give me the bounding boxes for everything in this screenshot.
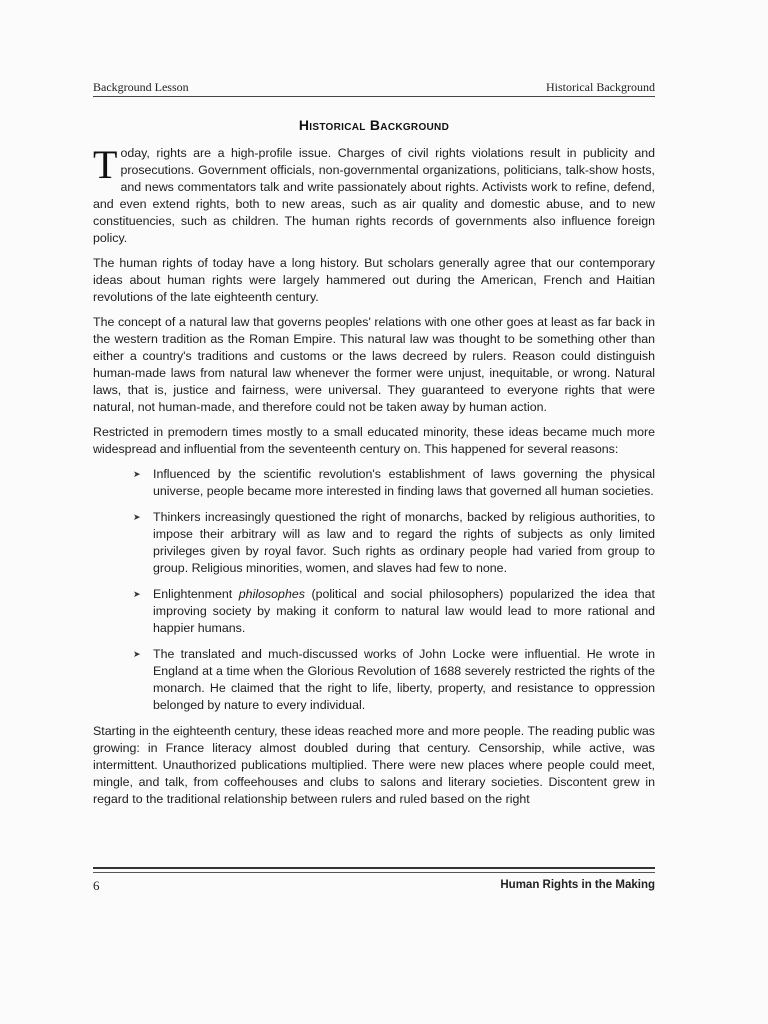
page-number: 6 — [93, 878, 100, 893]
paragraph-eighteenth-century: Starting in the eighteenth century, these ideas reached more and more people. The reading public was growing: in France literacy almost doubled during that century. Censorship, while active, was intermittent. Unauthorized publications multiplied. There were new places where people could meet, mingle, and talk, from coffeehouses and clubs to salons and literary societies. Discontent grew in regard to the traditional relationship between rulers and ruled based on the right — [93, 724, 655, 806]
italic-term: philosophes — [238, 587, 305, 601]
footer-rule-thin — [93, 872, 655, 873]
section-title: Historical Background — [298, 117, 450, 133]
paragraph-natural-law: The concept of a natural law that governs peoples' relations with one other goes at least as far back in the western tradition as the Roman Empire. This natural law was thought to be something other than either a country's traditions and customs or the laws decreed by rulers. Reason could distinguish human-made laws from natural law whenever the former were unjust, inequitable, or wrong. Natural laws, that is, justice and fairness, were universal. They guaranteed to everyone rights that were natural, not human-made, and therefore could not be taken away by human action. — [93, 315, 655, 414]
arrowhead-bullet-icon: ➤ — [133, 469, 141, 479]
header-lesson-label: Background Lesson — [93, 80, 189, 94]
footer-rule — [93, 867, 655, 869]
arrowhead-bullet-icon: ➤ — [133, 512, 141, 522]
list-item-text: Thinkers increasingly questioned the right of monarchs, backed by religious authorities, to impose their arbitrary will as law and to regard the rights of subjects as only limited privileges given by royal favor. Such rights as ordinary people had varied from group to group. Religious minorities, women, and slaves had few to none. — [153, 510, 655, 575]
header-rule — [93, 96, 655, 97]
list-item — [133, 586, 655, 637]
list-item-text: The translated and much-discussed works of John Locke were influential. He wrote in England at a time when the Glorious Revolution of 1688 severely restricted the rights of the monarch. He claimed that the right to life, liberty, property, and resistance to oppression belonged by nature to every individual. — [153, 647, 655, 712]
arrowhead-bullet-icon: ➤ — [133, 589, 141, 599]
paragraph-reasons-intro: Restricted in premodern times mostly to a small educated minority, these ideas became much more widespread and influential from the seventeenth century on. This happened for several reasons: — [93, 425, 655, 456]
list-item — [133, 646, 655, 714]
list-item-text: Influenced by the scientific revolution's establishment of laws governing the physical universe, people became more interested in finding laws that governed all human societies. — [153, 467, 655, 498]
arrowhead-bullet-icon: ➤ — [133, 649, 141, 659]
list-item-text — [153, 587, 655, 635]
reasons-list — [93, 466, 655, 714]
running-header — [93, 80, 655, 95]
drop-cap: T — [93, 142, 118, 187]
body-text — [93, 142, 655, 816]
paragraph-history: The human rights of today have a long history. But scholars generally agree that our contemporary ideas about human rights were largely hammered out during the American, French and Haitian revolutions of the late eighteenth century. — [93, 256, 655, 304]
list-item-text-end: (political and social philosophers) popularized the idea that improving society by making it conform to natural law would lead to more rational and happier humans. — [153, 587, 655, 635]
footer-book-title: Human Rights in the Making — [500, 879, 655, 891]
list-item — [133, 466, 655, 500]
paragraph-intro-text: oday, rights are a high-profile issue. Charges of civil rights violations result in publicity and prosecutions. Government officials, non-governmental organizations, politicians, talk-show hosts, and news commentators talk and write passionately about rights. Activists work to refine, defend, and even extend rights, both to new areas, such as air quality and domestic abuse, and to new constituencies, such as children. The human rights records of governments also influence foreign policy. — [93, 146, 655, 245]
paragraph-intro — [93, 142, 655, 247]
header-section-label: Historical Background — [546, 80, 655, 94]
list-item — [133, 509, 655, 577]
list-item-text-start: Enlightenment — [153, 587, 239, 601]
